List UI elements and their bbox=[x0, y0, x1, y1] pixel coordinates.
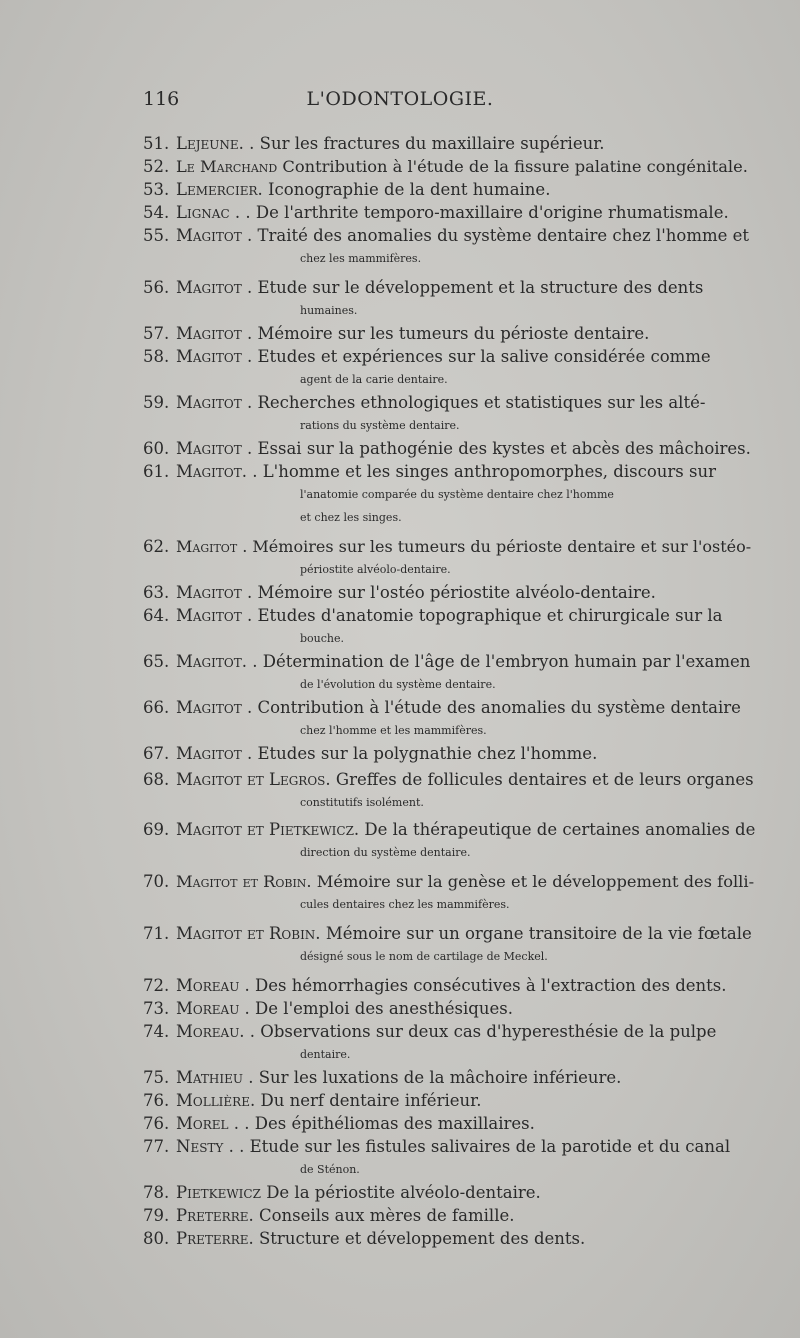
entry-text bbox=[176, 345, 756, 391]
entry-first-line bbox=[176, 742, 756, 765]
entry-title-line: Sur les fractures du maxillaire supérieur. bbox=[259, 134, 605, 153]
entry-title-line: Mémoire sur un organe transitoire de la vie fœtale bbox=[325, 924, 752, 943]
entry-text bbox=[176, 437, 756, 460]
entry-first-line bbox=[176, 1089, 756, 1112]
entry-author: Mathieu . bbox=[176, 1068, 254, 1087]
entry-number: 59. bbox=[143, 393, 170, 412]
entry-author: Magitot . bbox=[176, 439, 253, 458]
entry-author: Pietkewicz bbox=[176, 1183, 261, 1202]
bibliography-entry bbox=[0, 1020, 800, 1066]
entry-title-line: De l'arthrite temporo-maxillaire d'origine rhumatismale. bbox=[255, 203, 729, 222]
entry-continuation-line: dentaire. bbox=[300, 1048, 351, 1061]
entry-author: Magitot . bbox=[176, 606, 253, 625]
entry-first-line bbox=[176, 1020, 756, 1043]
entry-text bbox=[176, 604, 756, 650]
entry-author: Magitot et Robin. bbox=[176, 924, 321, 943]
entry-first-line bbox=[176, 345, 756, 368]
bibliography-entry bbox=[0, 1112, 800, 1135]
entry-title-line: Essai sur la pathogénie des kystes et abcès des mâchoires. bbox=[257, 439, 751, 458]
bibliography-entry bbox=[0, 132, 800, 155]
entry-number: 63. bbox=[143, 583, 170, 602]
entry-continuation-line: rations du système dentaire. bbox=[300, 419, 460, 432]
bibliography-entry bbox=[0, 870, 800, 916]
entry-continuation-line: cules dentaires chez les mammifères. bbox=[300, 898, 510, 911]
bibliography-entry bbox=[0, 178, 800, 201]
entry-text bbox=[176, 460, 756, 529]
entry-number: 51. bbox=[143, 134, 170, 153]
bibliography-entry bbox=[0, 155, 800, 178]
bibliography-entry bbox=[0, 1066, 800, 1089]
entry-number: 62. bbox=[143, 537, 170, 556]
entry-continuation-line: humaines. bbox=[300, 304, 358, 317]
entry-author: Magitot . bbox=[176, 583, 253, 602]
entry-number: 61. bbox=[143, 462, 170, 481]
entry-author: Moreau . bbox=[176, 976, 250, 995]
entry-number: 66. bbox=[143, 698, 170, 717]
entry-first-line bbox=[176, 132, 756, 155]
entry-first-line bbox=[176, 1112, 756, 1135]
bibliography-entry bbox=[0, 345, 800, 391]
entry-first-line bbox=[176, 1135, 756, 1158]
entry-author: Magitot et Robin. bbox=[176, 872, 312, 891]
entry-title-line: Greffes de follicules dentaires et de leurs organes bbox=[335, 770, 754, 789]
entry-text bbox=[176, 1181, 756, 1204]
entry-number: 77. bbox=[143, 1137, 170, 1156]
bibliography-entry bbox=[0, 437, 800, 460]
entry-title-line: Du nerf dentaire inférieur. bbox=[260, 1091, 482, 1110]
page-header bbox=[0, 88, 800, 118]
bibliography-entry bbox=[0, 1089, 800, 1112]
entry-title-line: Structure et développement des dents. bbox=[259, 1229, 586, 1248]
entry-author: Magitot . bbox=[176, 226, 253, 245]
entry-title-line: Etudes et expériences sur la salive considérée comme bbox=[257, 347, 711, 366]
entry-text bbox=[176, 581, 756, 604]
entry-title-line: Des hémorrhagies consécutives à l'extraction des dents. bbox=[255, 976, 727, 995]
entry-text bbox=[176, 1227, 756, 1250]
entry-text bbox=[176, 1112, 756, 1135]
entry-text bbox=[176, 1089, 756, 1112]
entry-number: 76. bbox=[143, 1114, 170, 1133]
entry-first-line bbox=[176, 922, 756, 945]
entry-title-line: Iconographie de la dent humaine. bbox=[268, 180, 551, 199]
entry-number: 76. bbox=[143, 1091, 170, 1110]
entry-first-line bbox=[176, 178, 756, 201]
entry-number: 60. bbox=[143, 439, 170, 458]
entry-text bbox=[176, 391, 756, 437]
entry-number: 80. bbox=[143, 1229, 170, 1248]
entry-text bbox=[176, 922, 756, 968]
entry-first-line bbox=[176, 201, 756, 224]
bibliography-entry bbox=[0, 696, 800, 742]
entry-text bbox=[176, 768, 756, 814]
entry-number: 64. bbox=[143, 606, 170, 625]
entry-number: 68. bbox=[143, 770, 170, 789]
entry-first-line bbox=[176, 391, 756, 414]
entry-text bbox=[176, 974, 756, 997]
entry-text bbox=[176, 224, 756, 270]
entry-text bbox=[176, 276, 756, 322]
entry-first-line bbox=[176, 581, 756, 604]
entry-author: Magitot et Legros. bbox=[176, 770, 331, 789]
entry-number: 53. bbox=[143, 180, 170, 199]
page-number: 116 bbox=[143, 88, 180, 110]
entry-author: Magitot . bbox=[176, 698, 253, 717]
entry-author: Lignac . . bbox=[176, 203, 251, 222]
entry-number: 69. bbox=[143, 820, 170, 839]
entry-text bbox=[176, 650, 756, 696]
entry-author: Moreau . bbox=[176, 999, 250, 1018]
entry-first-line bbox=[176, 1227, 756, 1250]
entry-continuation-line: périostite alvéolo-dentaire. bbox=[300, 563, 451, 576]
entry-continuation-line: chez les mammifères. bbox=[300, 252, 422, 265]
entry-first-line bbox=[176, 322, 756, 345]
entry-continuation-line: agent de la carie dentaire. bbox=[300, 373, 448, 386]
entry-first-line bbox=[176, 460, 756, 483]
entry-author: Lejeune. . bbox=[176, 134, 255, 153]
entry-title-line: Recherches ethnologiques et statistiques sur les alté- bbox=[257, 393, 706, 412]
entry-continuation-line: de l'évolution du système dentaire. bbox=[300, 678, 496, 691]
entry-author: Nesty . . bbox=[176, 1137, 245, 1156]
entry-first-line bbox=[176, 870, 756, 893]
entry-text bbox=[176, 535, 756, 581]
bibliography-entry bbox=[0, 818, 800, 864]
entry-first-line bbox=[176, 437, 756, 460]
entry-title-line: Détermination de l'âge de l'embryon humain par l'examen bbox=[262, 652, 751, 671]
entry-first-line bbox=[176, 1181, 756, 1204]
entry-text bbox=[176, 155, 756, 178]
entry-first-line bbox=[176, 818, 756, 841]
entry-author: Magitot . bbox=[176, 324, 253, 343]
entry-continuation-line: chez l'homme et les mammifères. bbox=[300, 724, 487, 737]
entry-author: Magitot . bbox=[176, 744, 253, 763]
bibliography-entry bbox=[0, 391, 800, 437]
entry-number: 78. bbox=[143, 1183, 170, 1202]
entry-number: 65. bbox=[143, 652, 170, 671]
bibliography-entry bbox=[0, 322, 800, 345]
entry-first-line bbox=[176, 276, 756, 299]
bibliography-entry bbox=[0, 460, 800, 529]
entry-continuation-line: l'anatomie comparée du système dentaire chez l'homme bbox=[300, 488, 614, 501]
bibliography-entry bbox=[0, 201, 800, 224]
entry-text bbox=[176, 1066, 756, 1089]
entry-author: Lemercier. bbox=[176, 180, 263, 199]
entry-text bbox=[176, 1204, 756, 1227]
bibliography-entry bbox=[0, 997, 800, 1020]
entry-text bbox=[176, 178, 756, 201]
entry-first-line bbox=[176, 768, 756, 791]
entry-text bbox=[176, 1020, 756, 1066]
entry-first-line bbox=[176, 974, 756, 997]
entry-first-line bbox=[176, 650, 756, 673]
entry-text bbox=[176, 870, 756, 916]
entry-text bbox=[176, 322, 756, 345]
entry-title-line: Contribution à l'étude de la fissure palatine congénitale. bbox=[282, 157, 748, 176]
running-head: L'ODONTOLOGIE. bbox=[306, 88, 494, 110]
entry-first-line bbox=[176, 604, 756, 627]
bibliography-entry bbox=[0, 768, 800, 814]
entry-continuation-line: constitutifs isolément. bbox=[300, 796, 424, 809]
bibliography-entry bbox=[0, 1227, 800, 1250]
bibliography-entry bbox=[0, 604, 800, 650]
entry-number: 74. bbox=[143, 1022, 170, 1041]
entry-title-line: Sur les luxations de la mâchoire inférieure. bbox=[258, 1068, 622, 1087]
entry-number: 54. bbox=[143, 203, 170, 222]
entry-title-line: Mémoires sur les tumeurs du périoste dentaire et sur l'ostéo- bbox=[252, 537, 752, 556]
entry-author: Morel . . bbox=[176, 1114, 250, 1133]
entry-text bbox=[176, 742, 756, 765]
entry-first-line bbox=[176, 155, 756, 178]
entry-title-line: Mémoire sur les tumeurs du périoste dentaire. bbox=[257, 324, 650, 343]
entry-title-line: Mémoire sur la genèse et le développement des folli- bbox=[316, 872, 755, 891]
entry-title-line: L'homme et les singes anthropomorphes, discours sur bbox=[262, 462, 716, 481]
entry-text bbox=[176, 997, 756, 1020]
entry-number: 72. bbox=[143, 976, 170, 995]
entry-author: Preterre. bbox=[176, 1206, 254, 1225]
entry-number: 57. bbox=[143, 324, 170, 343]
entry-author: Magitot . bbox=[176, 347, 253, 366]
entry-number: 67. bbox=[143, 744, 170, 763]
entry-title-line: De l'emploi des anesthésiques. bbox=[255, 999, 513, 1018]
bibliography-entry bbox=[0, 535, 800, 581]
entry-title-line: Etudes d'anatomie topographique et chirurgicale sur la bbox=[257, 606, 723, 625]
entry-continuation-line: de Sténon. bbox=[300, 1163, 360, 1176]
entry-author: Preterre. bbox=[176, 1229, 254, 1248]
entry-first-line bbox=[176, 997, 756, 1020]
entry-number: 58. bbox=[143, 347, 170, 366]
entry-text bbox=[176, 132, 756, 155]
entry-title-line: Conseils aux mères de famille. bbox=[259, 1206, 515, 1225]
entry-continuation-line: direction du système dentaire. bbox=[300, 846, 471, 859]
entry-title-line: Etude sur le développement et la structure des dents bbox=[257, 278, 704, 297]
entry-author: Moreau. . bbox=[176, 1022, 256, 1041]
entry-number: 52. bbox=[143, 157, 170, 176]
entry-number: 56. bbox=[143, 278, 170, 297]
entry-title-line: Mémoire sur l'ostéo périostite alvéolo-dentaire. bbox=[257, 583, 656, 602]
bibliography-entry bbox=[0, 581, 800, 604]
bibliography-list bbox=[0, 132, 800, 1250]
entry-author: Magitot . bbox=[176, 393, 253, 412]
entry-first-line bbox=[176, 1204, 756, 1227]
bibliography-entry bbox=[0, 742, 800, 765]
entry-title-line: Contribution à l'étude des anomalies du système dentaire bbox=[257, 698, 741, 717]
bibliography-entry bbox=[0, 650, 800, 696]
entry-continuation-line: bouche. bbox=[300, 632, 344, 645]
entry-title-line: Observations sur deux cas d'hyperesthésie de la pulpe bbox=[260, 1022, 717, 1041]
entry-author: Magitot et Pietkewicz. bbox=[176, 820, 360, 839]
entry-continuation-line: et chez les singes. bbox=[300, 511, 402, 524]
entry-author: Magitot. . bbox=[176, 652, 258, 671]
bibliography-entry bbox=[0, 1135, 800, 1181]
entry-title-line: Etude sur les fistules salivaires de la parotide et du canal bbox=[249, 1137, 731, 1156]
entry-first-line bbox=[176, 1066, 756, 1089]
entry-text bbox=[176, 1135, 756, 1181]
bibliography-entry bbox=[0, 1181, 800, 1204]
entry-title-line: De la périostite alvéolo-dentaire. bbox=[266, 1183, 541, 1202]
entry-title-line: Etudes sur la polygnathie chez l'homme. bbox=[257, 744, 598, 763]
entry-text bbox=[176, 201, 756, 224]
bibliography-entry bbox=[0, 1204, 800, 1227]
entry-title-line: Des épithéliomas des maxillaires. bbox=[254, 1114, 535, 1133]
entry-number: 70. bbox=[143, 872, 170, 891]
entry-author: Magitot . bbox=[176, 278, 253, 297]
entry-title-line: Traité des anomalies du système dentaire chez l'homme et bbox=[257, 226, 750, 245]
entry-title-line: De la thérapeutique de certaines anomalies de bbox=[364, 820, 756, 839]
entry-text bbox=[176, 696, 756, 742]
entry-author: Magitot . bbox=[176, 537, 248, 556]
bibliography-entry bbox=[0, 276, 800, 322]
entry-number: 71. bbox=[143, 924, 170, 943]
entry-text bbox=[176, 818, 756, 864]
entry-number: 79. bbox=[143, 1206, 170, 1225]
entry-first-line bbox=[176, 696, 756, 719]
bibliography-entry bbox=[0, 224, 800, 270]
entry-continuation-line: désigné sous le nom de cartilage de Meckel. bbox=[300, 950, 548, 963]
entry-first-line bbox=[176, 535, 756, 558]
entry-author: Magitot. . bbox=[176, 462, 258, 481]
bibliography-entry bbox=[0, 922, 800, 968]
entry-number: 73. bbox=[143, 999, 170, 1018]
entry-author: Mollière. bbox=[176, 1091, 256, 1110]
entry-first-line bbox=[176, 224, 756, 247]
bibliography-entry bbox=[0, 974, 800, 997]
entry-number: 55. bbox=[143, 226, 170, 245]
entry-number: 75. bbox=[143, 1068, 170, 1087]
entry-author: Le Marchand bbox=[176, 157, 278, 176]
